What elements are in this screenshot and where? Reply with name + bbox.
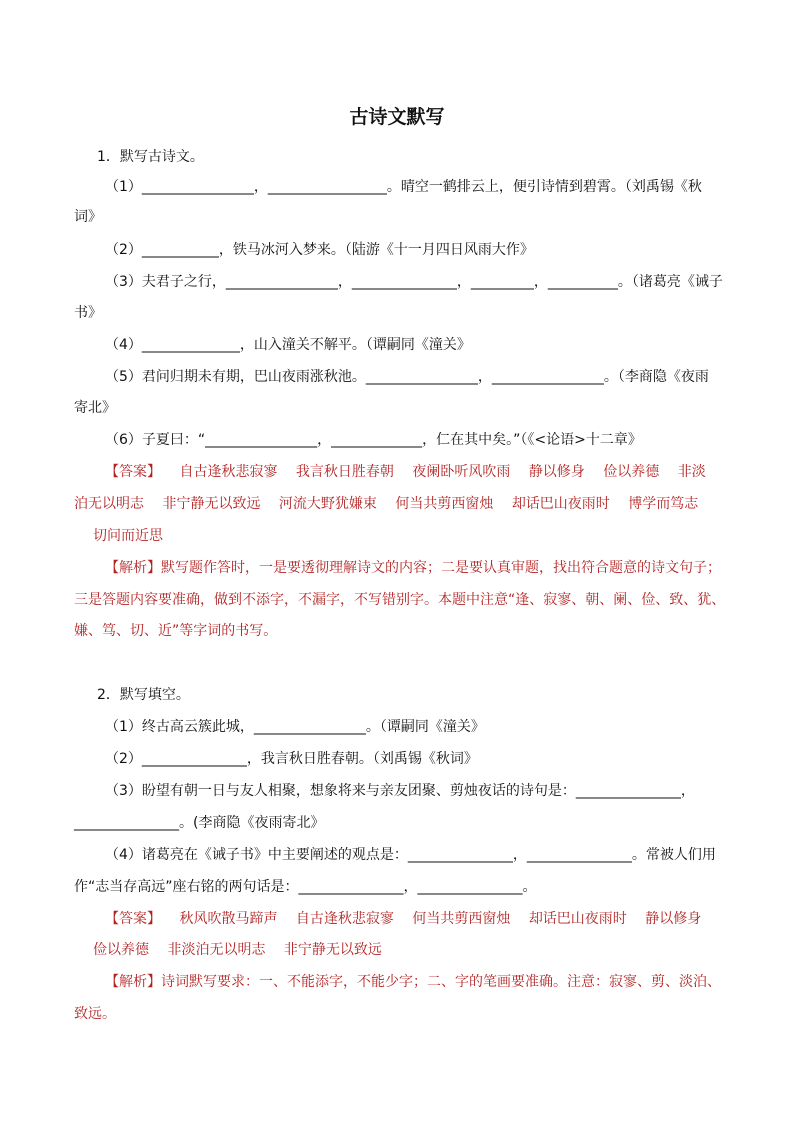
answer-item: 自古逢秋悲寂寥 [295, 911, 394, 927]
q1-item-4: （4）______________，山入潼关不解平。（谭嗣同《潼关》 [105, 337, 471, 353]
answer-item: 静以修身 [645, 911, 702, 927]
answer-item: 秋风吹散马蹄声 [179, 911, 278, 927]
answer-item: 我言秋日胜春朝 [295, 464, 394, 480]
q2-analysis-line-2: 致远。 [74, 1006, 116, 1022]
analysis-label: 【解析】 [105, 560, 161, 576]
answer-item: 却话巴山夜雨时 [511, 496, 610, 512]
q1-analysis-line-3: 嫌、笃、切、近”等字词的书写。 [74, 623, 278, 639]
q2-answer-line-1 [105, 910, 701, 928]
answer-item: 俭以养德 [93, 942, 149, 958]
answer-item: 泊无以明志 [74, 496, 144, 512]
q2-item-3: （3）盼望有朝一日与友人相聚，想象将来与亲友团聚、剪烛夜话的诗句是：_______________， [105, 783, 695, 799]
q2-stem: 2．默写填空。 [97, 687, 190, 703]
answer-item: 何当共剪西窗烛 [412, 911, 511, 927]
q2-item-1: （1）终古高云簇此城，________________。（谭嗣同《潼关》 [105, 719, 485, 735]
answer-item: 静以修身 [528, 464, 585, 480]
q1-item-5: （5）君问归期未有期，巴山夜雨涨秋池。________________，________________。（李商隐《夜雨 [105, 369, 709, 385]
answer-item: 博学而笃志 [628, 496, 699, 512]
answer-item: 河流大野犹嫌束 [278, 496, 377, 512]
q2-analysis-line-1 [105, 973, 721, 991]
q2-item-3-cont: _______________。(李商隐《夜雨寄北》 [74, 815, 325, 831]
q1-analysis-line-2: 三是答题内容要准确，做到不添字，不漏字，不写错别字。本题中注意“逢、寂寥、朝、阑、俭、致、犹、 [74, 592, 726, 608]
answer-item: 非宁静无以致远 [283, 942, 382, 958]
answer-label: 【答案】 [105, 464, 161, 480]
answer-item: 何当共剪西窗烛 [395, 496, 494, 512]
q1-answer-line-2 [74, 495, 698, 513]
q1-item-1: （1）________________，_________________。晴空一鹤排云上，便引诗情到碧霄。（刘禹锡《秋 [105, 179, 702, 195]
analysis-label: 【解析】 [105, 974, 161, 990]
answer-label: 【答案】 [105, 911, 161, 927]
answer-item: 非宁静无以致远 [162, 496, 261, 512]
answer-item: 自古逢秋悲寂寥 [179, 464, 278, 480]
q2-item-2: （2）_______________，我言秋日胜春朝。（刘禹锡《秋词》 [105, 751, 478, 767]
q1-item-2: （2）___________，铁马冰河入梦来。（陆游《十一月四日风雨大作》 [105, 242, 534, 258]
answer-item: 夜阑卧听风吹雨 [412, 464, 511, 480]
q1-answer-line-1 [105, 463, 706, 481]
q2-answer-line-2 [93, 941, 382, 959]
answer-item: 俭以养德 [603, 464, 660, 480]
page-title: 古诗文默写 [349, 106, 445, 128]
analysis-text: 诗词默写要求：一、不能添字，不能少字；二、字的笔画要准确。注意：寂寥、剪、淡泊、 [161, 974, 721, 990]
q1-stem: 1．默写古诗文。 [97, 149, 204, 165]
q1-item-3: （3）夫君子之行，________________，_______________，_________，__________。（诸葛亮《诫子 [105, 274, 723, 290]
q1-answer-line-3 [93, 527, 163, 545]
q1-item-1-cont: 词》 [74, 209, 102, 225]
q1-analysis-line-1 [105, 559, 721, 577]
analysis-text: 默写题作答时，一是要透彻理解诗文的内容；二是要认真审题，找出符合题意的诗文句子； [161, 560, 721, 576]
q2-item-4-cont: 作“志当存高远”座右铭的两句话是：_______________，_______________。 [74, 879, 537, 895]
q1-item-5-cont: 寄北》 [74, 400, 116, 416]
answer-item: 非淡泊无以明志 [167, 942, 266, 958]
q2-item-4: （4）诸葛亮在《诫子书》中主要阐述的观点是：_______________，_______________。常被人们用 [105, 847, 716, 863]
answer-item: 却话巴山夜雨时 [528, 911, 627, 927]
q1-item-3-cont: 书》 [74, 305, 102, 321]
answer-item: 非淡 [677, 464, 706, 480]
q1-item-6: （6）子夏曰：“________________，_____________，仁在其中矣。”（《<论语>十二章》 [105, 432, 642, 448]
answer-item: 切问而近思 [93, 528, 163, 544]
